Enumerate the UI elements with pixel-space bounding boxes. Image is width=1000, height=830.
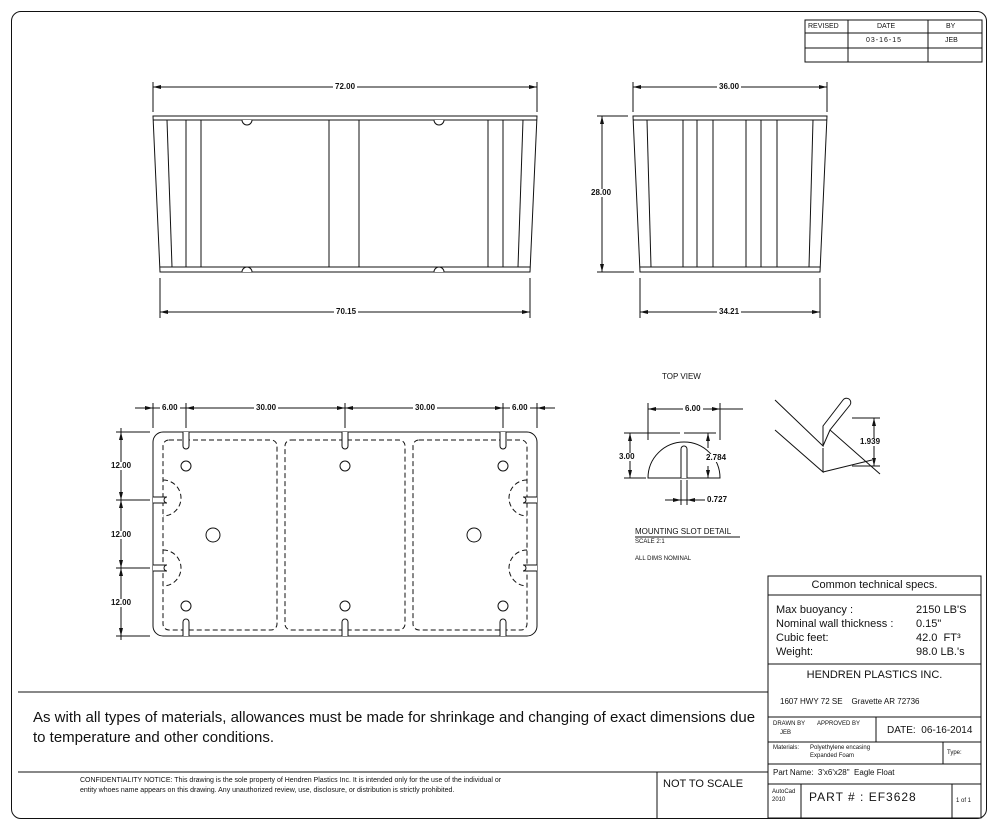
dim-iso: 1.939 <box>860 437 881 446</box>
dim-front-bottom: 70.15 <box>336 307 357 316</box>
shrinkage-note: As with all types of materials, allowances must be made for shrinkage and changing of exact dimensions due to temperature and other conditions. <box>33 709 756 746</box>
dim-plan-left-2: 12.00 <box>111 530 132 539</box>
revision-date: 03-16-15 <box>866 37 903 44</box>
revision-header-revised: REVISED <box>808 23 839 30</box>
dim-slot-gap: 0.727 <box>707 495 728 504</box>
revision-by: JEB <box>945 37 958 44</box>
slot-detail-title: MOUNTING SLOT DETAIL <box>635 527 732 536</box>
slot-detail-scale: SCALE 2:1 <box>635 539 665 545</box>
spec-label-buoyancy: Max buoyancy : <box>776 604 854 616</box>
confidentiality-line-1: CONFIDENTIALITY NOTICE: This drawing is the sole property of Hendren Plastics Inc. It is intended only for the use of the individual or <box>80 777 502 784</box>
specs-title: Common technical specs. <box>811 579 938 591</box>
scale-note: NOT TO SCALE <box>663 778 744 790</box>
spec-value-weight: 98.0 LB.'s <box>916 646 965 658</box>
confidentiality-line-2: entity whoes name appears on this drawing. Any unauthorized review, use, disclosure, or distribution is strictly prohibited. <box>80 787 455 794</box>
materials-type-label: Type: <box>947 750 962 756</box>
cad-version-line-1: AutoCad <box>772 789 796 795</box>
materials-line-1: Polyethylene encasing <box>810 745 871 751</box>
revision-header-date: DATE <box>877 23 896 30</box>
company-address: 1607 HWY 72 SE Gravette AR 72736 <box>780 697 920 706</box>
dim-plan-right-edge: 6.00 <box>512 403 528 412</box>
dim-plan-left-edge: 6.00 <box>162 403 178 412</box>
dim-front-top: 72.00 <box>335 82 356 91</box>
dim-slot-width: 6.00 <box>685 404 701 413</box>
dim-slot-depth: 2.784 <box>706 453 727 462</box>
cad-version-line-2: 2010 <box>772 797 786 803</box>
top-view-label: TOP VIEW <box>662 372 701 381</box>
company-name: HENDREN PLASTICS INC. <box>806 669 943 681</box>
side-view <box>597 82 827 318</box>
materials-label: Materials: <box>773 745 800 751</box>
slot-detail-view <box>624 398 880 505</box>
approval-date: DATE: 06-16-2014 <box>887 725 973 736</box>
dim-side-bottom: 34.21 <box>719 307 740 316</box>
part-name: Part Name: 3'x6'x28" Eagle Float <box>773 768 895 777</box>
drawn-by-label: DRAWN BY <box>773 721 806 727</box>
dim-plan-left-3: 12.00 <box>111 598 132 607</box>
drawn-by-value: JEB <box>780 730 792 736</box>
dim-side-top: 36.00 <box>719 82 740 91</box>
spec-label-weight: Weight: <box>776 646 814 658</box>
dim-plan-mid-2: 30.00 <box>415 403 436 412</box>
dim-plan-left-1: 12.00 <box>111 461 132 470</box>
materials-line-2: Expanded Foam <box>810 753 855 759</box>
approved-by-label: APPROVED BY <box>817 721 861 727</box>
part-number: PART # : EF3628 <box>809 790 917 804</box>
dim-plan-mid-1: 30.00 <box>256 403 277 412</box>
spec-value-wall: 0.15" <box>916 618 942 630</box>
spec-label-cubic: Cubic feet: <box>776 632 829 644</box>
dim-slot-height: 3.00 <box>619 452 635 461</box>
dim-height: 28.00 <box>591 188 612 197</box>
plan-view <box>116 403 555 640</box>
spec-value-cubic: 42.0 FT³ <box>916 632 961 644</box>
front-view <box>153 82 537 318</box>
spec-value-buoyancy: 2150 LB'S <box>916 604 967 616</box>
sheet-number: 1 of 1 <box>956 798 972 804</box>
revision-header-by: BY <box>946 23 956 30</box>
dimension-arrows <box>119 82 876 636</box>
spec-label-wall: Nominal wall thickness : <box>776 618 894 630</box>
slot-detail-note: ALL DIMS NOMINAL <box>635 556 692 562</box>
